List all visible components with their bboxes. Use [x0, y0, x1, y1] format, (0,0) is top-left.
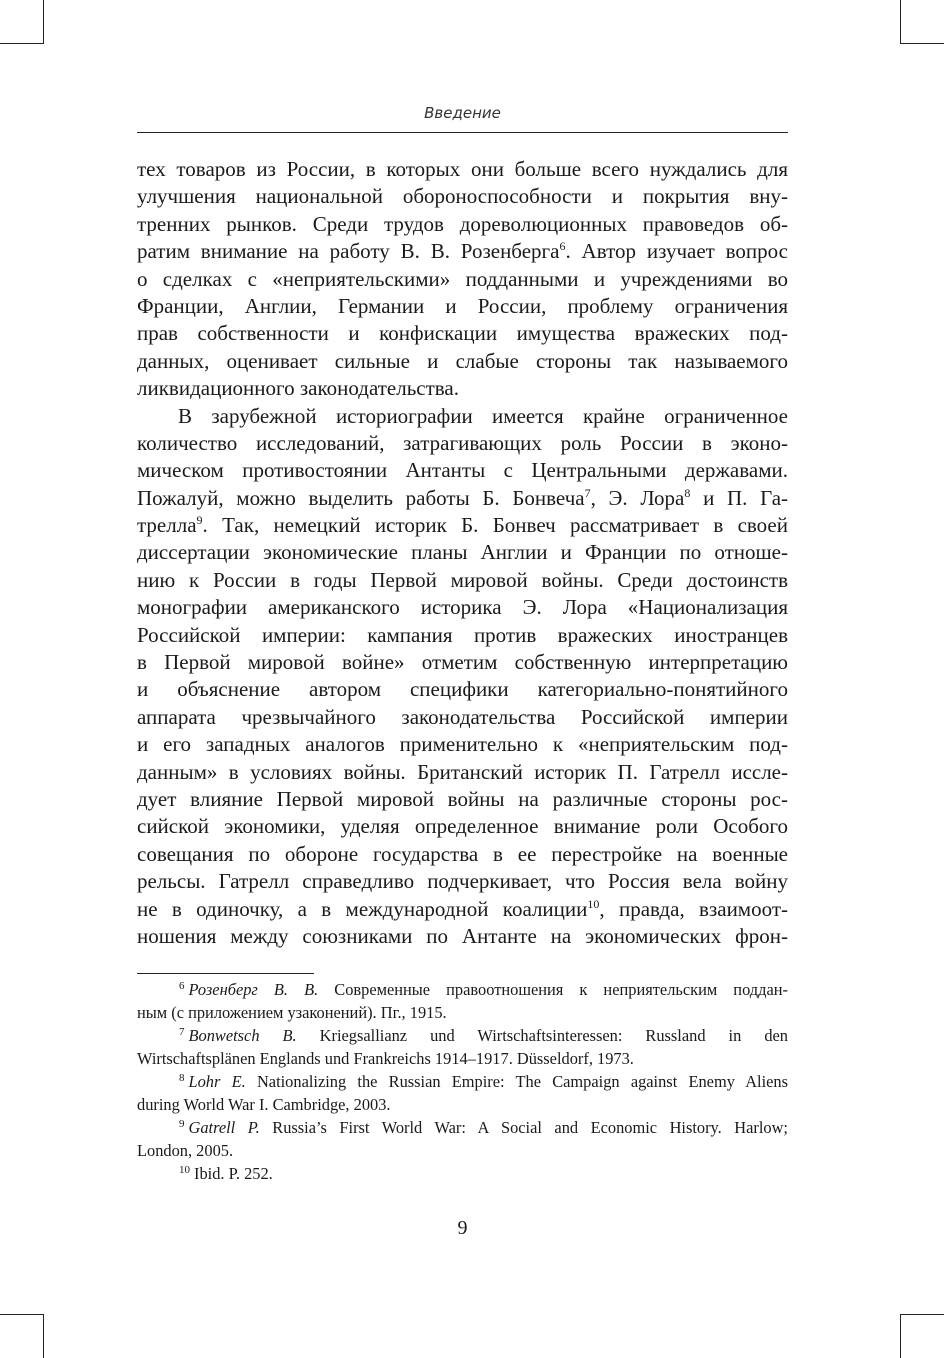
text-line — [137, 896, 788, 923]
footnote-number: 9 — [179, 1118, 185, 1130]
crop-mark-top-right-h — [900, 43, 944, 44]
footnotes — [137, 978, 788, 1185]
text-span: , правда, взаимоот- — [599, 896, 788, 921]
footnote-ref: 7 — [584, 485, 591, 500]
footnote-author: Lohr E. — [188, 1072, 246, 1091]
text-line: тренних рынков. Среди трудов дореволюционных правоведов об- — [137, 211, 788, 236]
text-span: не в одиночку, а в международной коалиции — [137, 896, 588, 921]
crop-mark-bottom-right-h — [900, 1314, 944, 1315]
footnote-text: Ibid. P. 252. — [194, 1164, 273, 1183]
text-line — [137, 238, 788, 265]
text-line: в Первой мировой войне» отметим собственную интерпретацию — [137, 650, 788, 675]
text-line: нию к России в годы Первой мировой войны. Среди достоинств — [137, 567, 788, 592]
text-line: улучшения национальной обороноспособности и покрытия вну- — [137, 184, 788, 209]
text-line: аппарата чрезвычайного законодательства Российской империи — [137, 704, 788, 729]
footnote-ref: 6 — [559, 239, 566, 254]
text-line — [137, 485, 788, 512]
footnote-8-cont: during World War I. Cambridge, 2003. — [137, 1095, 391, 1114]
footnote-number: 10 — [179, 1164, 190, 1176]
footnote-8 — [137, 1070, 788, 1093]
text-line: ликвидационного законодательства. — [137, 376, 459, 401]
crop-mark-top-left-h — [0, 43, 44, 44]
crop-mark-top-left-v — [43, 0, 44, 44]
footnote-number: 6 — [179, 980, 185, 992]
footnote-9 — [137, 1116, 788, 1139]
text-line: количество исследований, затрагивающих роль России в эконо- — [137, 430, 788, 455]
footnote-rule — [137, 973, 314, 974]
text-span: Пожалуй, можно выделить работы Б. Бонвеча — [137, 485, 585, 510]
text-line: рельсы. Гатрелл справедливо подчеркивает, что Россия вела войну — [137, 869, 788, 894]
footnote-author: Gatrell P. — [188, 1118, 260, 1137]
text-span: трелла — [137, 513, 197, 538]
footnote-text: Nationalizing the Russian Empire: The Campaign against Enemy Aliens — [245, 1072, 789, 1091]
footnote-text: Современные правоотношения к неприятельским поддан- — [318, 980, 788, 999]
text-line: Франции, Англии, Германии и России, проблему ограничения — [137, 293, 788, 318]
text-line: В зарубежной историографии имеется крайне ограниченное — [178, 403, 788, 428]
text-line: данным» в условиях войны. Британский историк П. Гатрелл иссле- — [137, 759, 788, 784]
footnote-10 — [137, 1162, 788, 1185]
main-text — [137, 156, 788, 950]
running-header: Введение — [424, 104, 501, 122]
text-line: Российской империи: кампания против вражеских иностранцев — [137, 622, 788, 647]
footnote-author: Bonwetsch B. — [188, 1026, 297, 1045]
text-line: тех товаров из России, в которых они больше всего нуждались для — [137, 157, 788, 181]
footnote-ref: 8 — [684, 485, 691, 500]
text-line: ношения между союзниками по Антанте на экономических фрон- — [137, 923, 788, 948]
text-span: . Так, немецкий историк Б. Бонвеч рассматривает в своей — [202, 513, 788, 538]
paragraph-2 — [137, 403, 788, 951]
text-line: данных, оценивает сильные и слабые стороны так называемого — [137, 348, 788, 373]
text-line: диссертации экономические планы Англии и Франции по отноше- — [137, 540, 788, 565]
text-line: мическом противостоянии Антанты с Центральными державами. — [137, 458, 788, 483]
text-line: о сделках с «неприятельскими» подданными и учреждениями во — [137, 266, 788, 291]
footnote-6 — [137, 978, 788, 1001]
footnote-text: Russia’s First World War: A Social and Economic History. Harlow; — [259, 1118, 788, 1137]
text-line: дует влияние Первой мировой войны на различные стороны рос- — [137, 786, 788, 811]
text-line: сийской экономики, уделяя определенное внимание роли Особого — [137, 814, 788, 839]
text-line: прав собственности и конфискации имущества вражеских под- — [137, 321, 788, 346]
crop-mark-bottom-right-v — [900, 1314, 901, 1358]
footnote-text: Kriegsallianz und Wirtschaftsinteressen: Russland in den — [296, 1026, 788, 1045]
text-line: и объяснение автором специфики категориально-понятийного — [137, 677, 788, 702]
crop-mark-bottom-left-h — [0, 1314, 44, 1315]
text-span: и П. Га- — [690, 485, 789, 510]
text-span: ратим внимание на работу В. В. Розенберга — [137, 239, 560, 264]
text-span: . Автор изучает вопрос — [565, 239, 788, 264]
text-line: совещания по обороне государства в ее перестройке на военные — [137, 841, 788, 866]
crop-mark-bottom-left-v — [43, 1314, 44, 1358]
header-rule — [137, 132, 788, 133]
footnote-7-cont: Wirtschaftsplänen Englands und Frankreichs 1914–1917. Düsseldorf, 1973. — [137, 1049, 634, 1068]
footnote-ref: 10 — [587, 896, 600, 911]
text-line — [137, 512, 788, 539]
footnote-6-cont: ным (с приложением узаконений). Пг., 1915. — [137, 1003, 447, 1022]
footnote-number: 7 — [179, 1026, 185, 1038]
footnote-ref: 9 — [196, 513, 203, 528]
text-line: монографии американского историка Э. Лора «Национализация — [137, 595, 788, 620]
paragraph-1 — [137, 156, 788, 403]
page-number: 9 — [457, 1217, 468, 1239]
footnote-number: 8 — [179, 1072, 185, 1084]
text-line: и его западных аналогов применительно к «неприятельским под- — [137, 732, 788, 757]
footnote-7 — [137, 1024, 788, 1047]
footnote-author: Розенберг В. В. — [188, 980, 319, 999]
footnote-9-cont: London, 2005. — [137, 1141, 234, 1160]
text-span: , Э. Лора — [590, 485, 685, 510]
crop-mark-top-right-v — [900, 0, 901, 44]
